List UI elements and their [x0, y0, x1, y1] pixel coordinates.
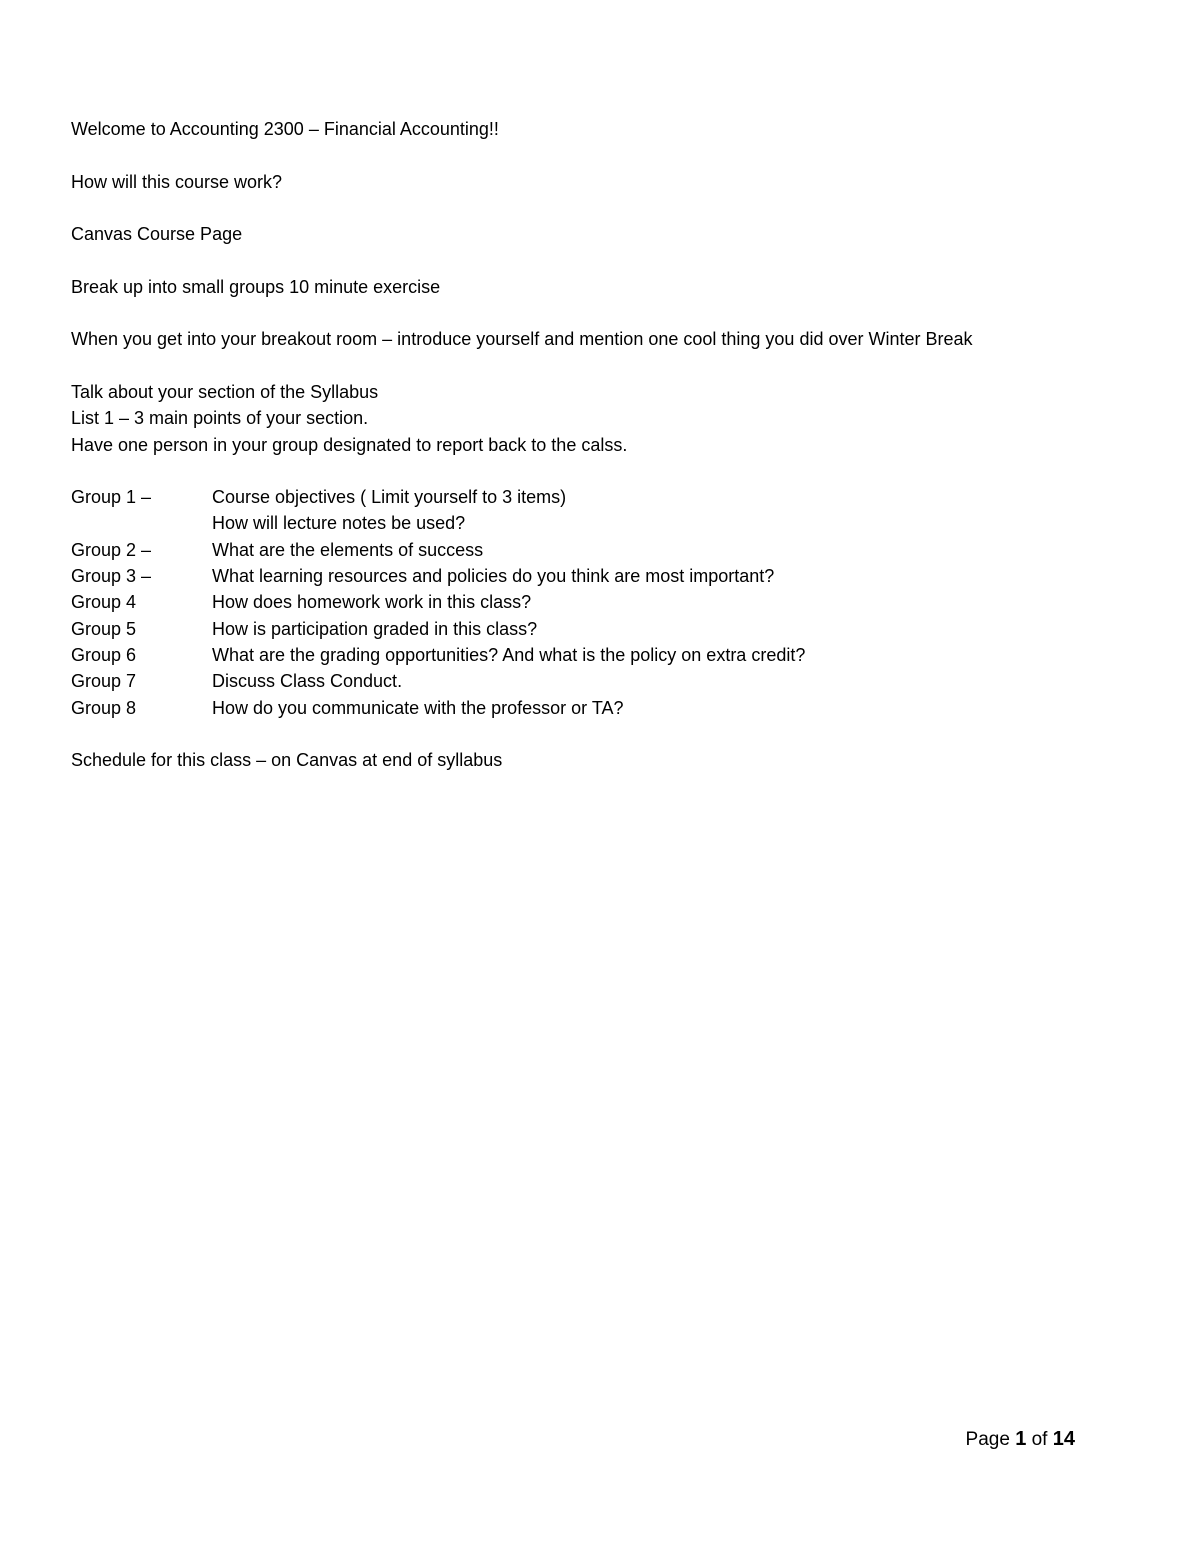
group-row: [71, 484, 1131, 510]
schedule-note: Schedule for this class – on Canvas at end of syllabus: [71, 750, 503, 771]
total-pages-number: 14: [1052, 1428, 1075, 1450]
group-topic: Course objectives ( Limit yourself to 3 items): [212, 487, 567, 508]
group-topic: What learning resources and policies do you think are most important?: [212, 566, 775, 587]
exercise-heading: Break up into small groups 10 minute exercise: [71, 276, 441, 297]
group-label: Group 5: [71, 618, 137, 639]
of-word: of: [1031, 1429, 1048, 1450]
group-label: Group 4: [71, 592, 137, 613]
spacer: [71, 353, 1131, 379]
group-row: [71, 537, 1131, 563]
group-label: Group 6: [71, 644, 137, 665]
document-body: [71, 116, 1131, 773]
group-topic: How do you communicate with the professor or TA?: [212, 697, 624, 718]
group-label: Group 1 –: [71, 487, 152, 508]
page-number-footer: [966, 1428, 1075, 1451]
page-word: Page: [965, 1429, 1010, 1450]
course-question: How will this course work?: [71, 171, 283, 192]
spacer: [71, 721, 1131, 747]
spacer: [71, 195, 1131, 221]
spacer: [71, 458, 1131, 484]
breakout-instruction: When you get into your breakout room – introduce yourself and mention one cool thing you did over Winter Break: [71, 329, 973, 350]
group-row: [71, 668, 1131, 694]
canvas-course-page-heading: Canvas Course Page: [71, 224, 243, 245]
group-list: [71, 484, 1131, 721]
spacer: [71, 300, 1131, 326]
spacer: [71, 142, 1131, 168]
group-topic: What are the grading opportunities? And what is the policy on extra credit?: [212, 644, 806, 665]
spacer: [71, 247, 1131, 273]
group-row: [71, 589, 1131, 615]
group-row: [71, 510, 1131, 536]
instruction-line: Talk about your section of the Syllabus: [71, 381, 379, 402]
group-label: Group 2 –: [71, 539, 152, 560]
group-topic: Discuss Class Conduct.: [212, 671, 403, 692]
group-row: [71, 642, 1131, 668]
current-page-number: 1: [1015, 1428, 1027, 1450]
group-label: [71, 510, 212, 536]
group-row: [71, 563, 1131, 589]
group-row: [71, 616, 1131, 642]
document-title: Welcome to Accounting 2300 – Financial Accounting!!: [71, 119, 499, 139]
group-topic: How does homework work in this class?: [212, 592, 532, 613]
group-topic: What are the elements of success: [212, 539, 484, 560]
group-row: [71, 695, 1131, 721]
group-label: Group 3 –: [71, 566, 152, 587]
group-topic: How is participation graded in this class?: [212, 618, 538, 639]
group-label: Group 7: [71, 671, 137, 692]
group-label: Group 8: [71, 697, 137, 718]
instruction-line: List 1 – 3 main points of your section.: [71, 408, 369, 429]
instruction-line: Have one person in your group designated to report back to the calss.: [71, 434, 628, 455]
group-topic: How will lecture notes be used?: [212, 513, 466, 534]
